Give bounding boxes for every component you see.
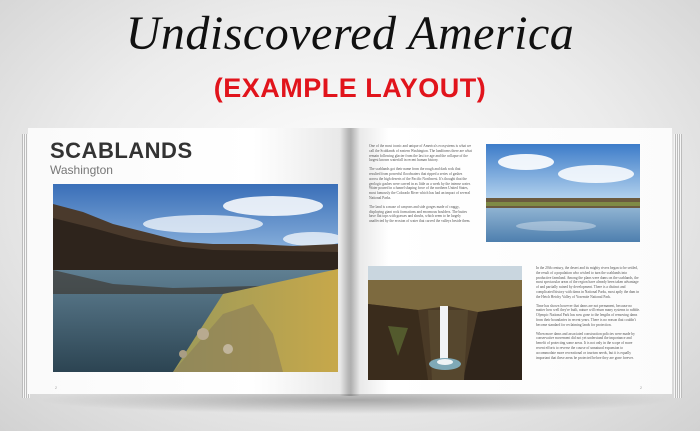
article-paragraph: The scablands got their name from the rough and dark rock that resulted from powerful floodwaters that ripped a series of gashes across the high deserts of the Pacific Northwest. It's thought that the geologic gashes were carved in as little as a week by the intense water. Water poured in a funnel shaping force of the northern United States, most famously the Colorado River which has had an impact of several National Parks. xyxy=(369,167,471,200)
scablands-photo xyxy=(53,184,338,372)
article-paragraph: In the 20th century, the desert and its mighty rivers began to be settled, the result of a population who wished to turn the scablands into productive farmland. Among the plans were dams on the scablands, the most spectacular areas of the region have already been taken advantage of and partially ruined by development. There is a distinct and complicated history with dams in National Parks, most aptly the dam in the Hetch Hetchy Valley of Yosemite National Park. xyxy=(536,266,640,299)
article-paragraph: One of the most iconic and unique of America's ecosystems is what we call the Scablands of eastern Washington. The landforms there are what remain following glacier from the last ice age and the collapse of the largest known waterfall in recent human history. xyxy=(369,144,472,163)
right-page-edges xyxy=(674,134,682,398)
chapter-title: SCABLANDS xyxy=(50,138,193,163)
article-paragraph: Time has shown however that dams are not permanent, because no matter how well they're built, nature will return many systems to rubble. Olympic National Park has now gone to the lengths of removing dams from their boundaries in recent years. There is no reason that couldn't become standard for reclaiming lands for protection. xyxy=(536,303,640,327)
left-page-number: 2 xyxy=(55,386,57,390)
waterfall-photo xyxy=(368,266,522,380)
article-column-1 xyxy=(369,144,472,228)
article-paragraph: The land is a maze of canyons and side gorges made of craggy, displaying giant rock formations and enormous boulders. The buttes have flat tops with grasses and shrubs, which seem to be largely unaffected by the erosion of water that carved the valleys beside them. xyxy=(369,204,471,224)
lake-photo xyxy=(486,144,640,242)
book-spine xyxy=(340,128,360,396)
page-subheading: (EXAMPLE LAYOUT) xyxy=(213,73,487,103)
open-book xyxy=(22,128,682,400)
article-paragraph: When more dams and associated construction policies were made by conservative movement did not yet understand the importance and benefit of protecting some areas. It is not only in the scope of more recent efforts to reverse the course of unnatural expansion to accommodate more recreational or tourism needs, but it is equally important that these areas be protected before they are gone forever. xyxy=(536,331,635,360)
article-column-2 xyxy=(536,266,641,364)
lake-photo-image xyxy=(486,144,640,242)
chapter-subtitle: Washington xyxy=(50,163,113,177)
waterfall-photo-image xyxy=(368,266,522,380)
page-heading: Undiscovered America xyxy=(125,7,575,60)
scablands-photo-image xyxy=(53,184,338,372)
right-page-number: 2 xyxy=(640,386,642,390)
